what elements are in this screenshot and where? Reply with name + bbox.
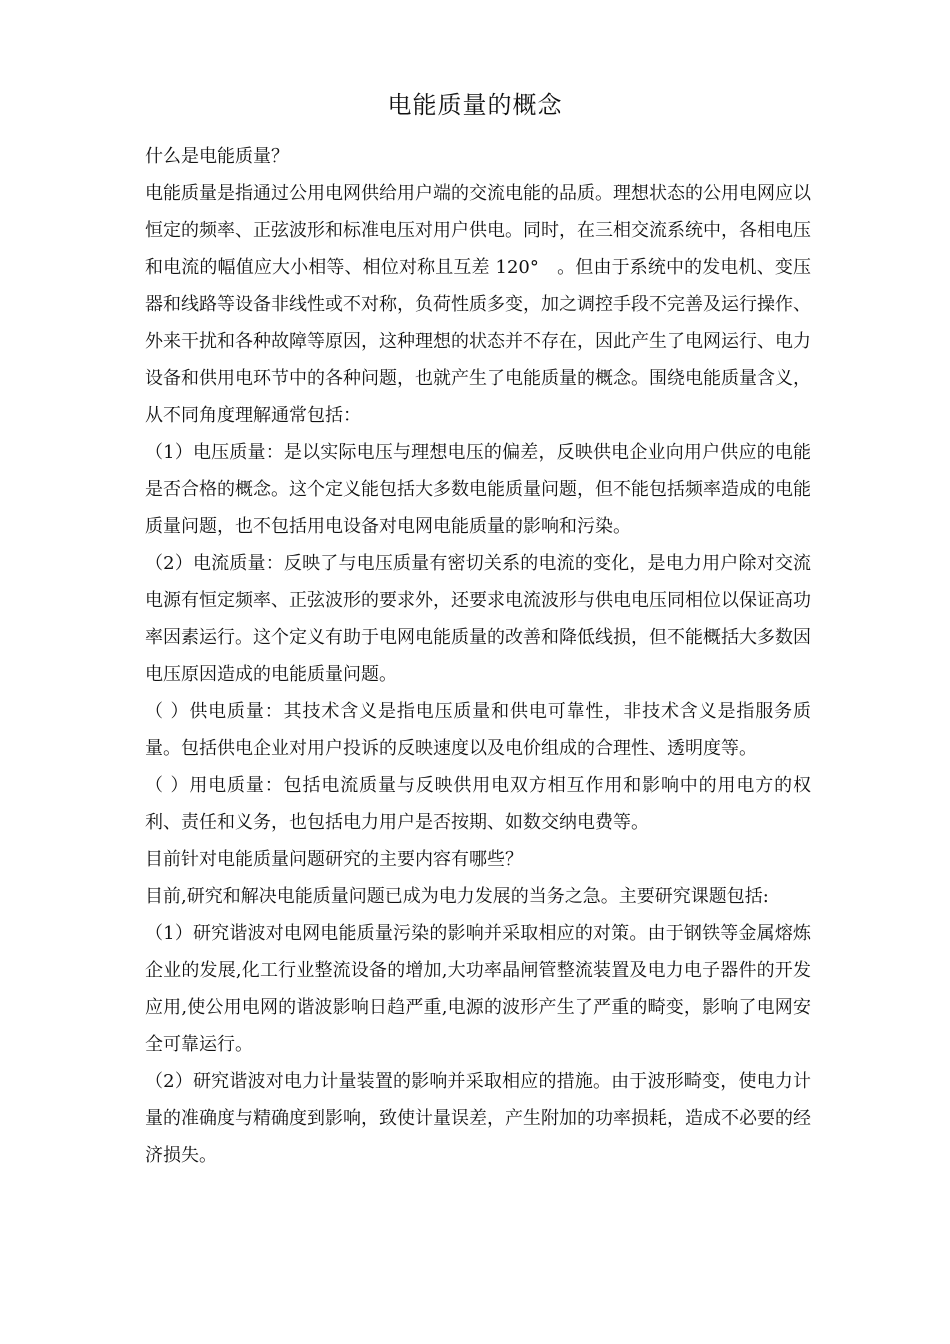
list-item: （1）研究谐波对电网电能质量污染的影响并采取相应的对策。由于钢铁等金属熔炼企业的发展,化工行业整流设备的增加,大功率晶闸管整流装置及电力电子器件的开发应用,使公用电网的谐波影响日趋严重,电源的波形产生了严重的畸变，影响了电网安全可靠运行。: [145, 923, 811, 1055]
paragraph: 电能质量是指通过公用电网供给用户端的交流电能的品质。理想状态的公用电网应以恒定的频率、正弦波形和标准电压对用户供电。同时，在三相交流系统中，各相电压和电流的幅值应大小相等、相位对称且互差 120° 。但由于系统中的发电机、变压器和线路等设备非线性或不对称，负荷性质多变，加之调控手段不完善及运行操作、外来干扰和各种故障等原因，这种理想的状态并不存在，因此产生了电网运行、电力设备和供用电环节中的各种问题，也就产生了电能质量的概念。围绕电能质量含义，从不同角度理解通常包括：: [145, 183, 811, 426]
document-body: [145, 138, 811, 1174]
list-item: （1）电压质量：是以实际电压与理想电压的偏差，反映供电企业向用户供应的电能是否合格的概念。这个定义能包括大多数电能质量问题，但不能包括频率造成的电能质量问题，也不包括用电设备对电网电能质量的影响和污染。: [145, 442, 811, 537]
list-item: （ ）用电质量：包括电流质量与反映供用电双方相互作用和影响中的用电方的权利、责任和义务，也包括电力用户是否按期、如数交纳电费等。: [145, 775, 811, 833]
list-item: （2）电流质量：反映了与电压质量有密切关系的电流的变化，是电力用户除对交流电源有恒定频率、正弦波形的要求外，还要求电流波形与供电电压同相位以保证高功率因素运行。这个定义有助于电网电能质量的改善和降低线损，但不能概括大多数因电压原因造成的电能质量问题。: [145, 553, 811, 685]
question-heading: 什么是电能质量？: [145, 146, 289, 167]
question-heading: 目前针对电能质量问题研究的主要内容有哪些？: [145, 849, 523, 870]
list-item: （ ）供电质量：其技术含义是指电压质量和供电可靠性，非技术含义是指服务质量。包括供电企业对用户投诉的反映速度以及电价组成的合理性、透明度等。: [145, 701, 811, 759]
list-item: （2）研究谐波对电力计量装置的影响并采取相应的措施。由于波形畸变，使电力计量的准确度与精确度到影响，致使计量误差，产生附加的功率损耗，造成不必要的经济损失。: [145, 1071, 811, 1166]
document-title: 电能质量的概念: [387, 91, 563, 119]
paragraph: 目前,研究和解决电能质量问题已成为电力发展的当务之急。主要研究课题包括:: [145, 886, 769, 907]
